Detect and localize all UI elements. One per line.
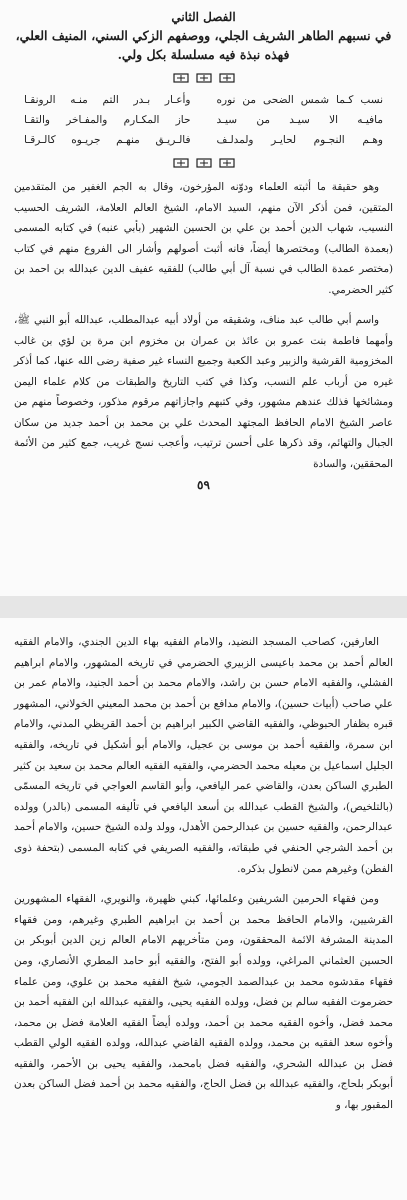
poem-verse-1-left: وأعـار بـدر التم منـه الرونقـا (24, 94, 191, 106)
poem-verse-2-left: حاز المكـارم والمفـاخر والتقـا (24, 114, 191, 126)
poem-verse-2-right: مافيـه الا سيـد من سيـد (216, 114, 383, 126)
paragraph: وهو حقيقة ما أثبته العلماء ودوّنه المؤرخون، وقال به الجم الغفير من المتقدمين المتقين، فمن أذكر الآن منهم، السيد الامام، الشيخ العالم العلامة، الشريف الحسيب النسيب، شهاب الدين أحمد بن علي بن الحسين الشهير (بأبي عنبه) في كتابه المسمى (بعمدة الطالب) ومختصرها أيضاً، فانه أثبت أصولهم وأشار الى الفروع منهم في كتاب (مختصر عمدة الطالب في نسبة آل أبي طالب) للفقيه عفيف الدين عبدالله بن احمد بن كثير الحضرمي. (14, 181, 393, 296)
paragraph: ومن فقهاء الحرمين الشريفين وعلمائها، كبني ظهيرة، والنويري، الفقهاء المشهورين القرشيين، والامام الحافظ محمد بن أحمد بن ابراهيم الطبري وغيرهم، ومن فقهاء المدينة المشرفة الائمة المحققون، ومن متأخريهم الامام العالم زين الدين أبوبكر بن الحسين العثماني المراغي، وولده أبو الفتح، والفقيه أبو حامد المطري الأنصاري، ومن فقهاء مقدشوه محمد بن عبدالصمد الجومي، شيخ الفقيه محمد بن علوي، ومن علماء حضرموت الفقيه سالم بن فضل، وولده الفقيه يحيى، والفقيه عبدالله ابن الفقيه أحمد بن محمد فضل، وأخوه الفقيه محمد بن أحمد، وولده أيضاً الفقيه العلامة فضل بن محمد، وأخوه سعد الفقيه بن محمد، وولده الفقيه القاضي عبدالله، وولده الفقيه الولي القطب فضل بن عبدالله الشحري، والفقيه فضل بامحمد، والفقيه يحيى بن الأحمر، والفقيه أبوبكر بلحاج، والفقيه عبدالله بن فضل الحاج، والفقيه محمد بن أحمد فضل الساكن بعدن المقبور بها، و (14, 893, 393, 1112)
top-page (0, 0, 407, 596)
poem-verse-3-left: فالـريـق منهـم جريـوه كالـرقـا (24, 134, 191, 146)
bottom-page (0, 618, 407, 1200)
paragraph: العارفين، كصاحب المسجد النضيد، والامام الفقيه بهاء الدين الجندي، والامام الفقيه العالم أحمد بن محمد باعيسى الزبيري الحضرمي في تاريخه المشهور، والامام ابراهيم الفشلي، والفقيه الامام حسن بن راشد، والامام محمد بن أحمد الجنيد، والامام عمر بن علي صاحب (أبيات حسين)، والامام مدافع بن أحمد بن محمد المعيني الخولاني، المشهور قبره بظفار الحبوظي، والفقيه القاضي الكبير ابراهيم بن أحمد القريظي المدني، والامام ابن سمرة، والفقيه أحمد بن موسى بن عجيل، والامام أبو أشكيل في تاريخه، والفقيه الجليل اسماعيل بن معيله محمد الحضرمي، والفقيه الفقيه العالم محمد بن سعيد بن كثير الطبري الساكن بعدن، والقاضي عمر اليافعي، وأبو القاسم العواجي في تاريخه المسمّى (بالتلخيص)، والشيخ القطب عبدالله بن أسعد اليافعي في تأليفه المسمى (بالدر) وولده عبدالرحمن، والفقيه حسين بن عبدالرحمن الأهدل، وولد ولده الشيخ حسين، والامام أحمد بن أحمد الشرجي الحنفي في طبقاته، والفقيه الصريفي في كتابه المسمى (بتحفة ذوى الفطن) وغيرهم ممن لانطول بذكره. (14, 636, 393, 875)
chapter-heading: في نسبهم الطاهر الشريف الجلي، ووصفهم الزكي السني، المنيف العلي، فهذه نبذة فيه مسلسلة بكل ولي. (15, 28, 392, 62)
ornament-divider-icon (14, 155, 393, 171)
poem (24, 92, 383, 149)
paragraph: واسم أبي طالب عبد مناف، وشقيقه من أولاد أبيه عبدالمطلب، عبدالله أبو النبي ﷺ، وأمهما فاطمة بنت عمرو بن عائذ بن عمران بن مخزوم ابن مرة بن لؤي بن غالب المخزومية القرشية والزبير وعبد الكعبة وجميع النساء غير صفية رضى الله عنها، كما أذكر غيره من أرباب علم النسب، وكذا في كتب التاريخ والطبقات من كلام علماء اليمن ومشائخها فذلك عندهم مشهور، وفي كتبهم واجازاتهم مرقوم مذكور، وخصوصاً منهم من عاصر الشيخ الامام الحافظ المجتهد المحدث علي بن محمد بن أحمد جديد من سكان الجبال والتهائم، وقد ذكرها على أحسن ترتيب، وأعجب نسج غريب، جمع كثير من الأئمة المحققين، والسادة (14, 314, 393, 470)
poem-verse-1-right: نسب كـما شمس الضحى من نوره (216, 94, 383, 106)
page-number: ٥٩ (197, 478, 210, 492)
page-gap (0, 596, 407, 618)
poem-verse-3-right: وهـم النجـوم لحايـر ولمدلـف (216, 134, 383, 146)
ornament-divider-icon (14, 70, 393, 86)
chapter-title: الفصل الثاني (171, 10, 236, 24)
